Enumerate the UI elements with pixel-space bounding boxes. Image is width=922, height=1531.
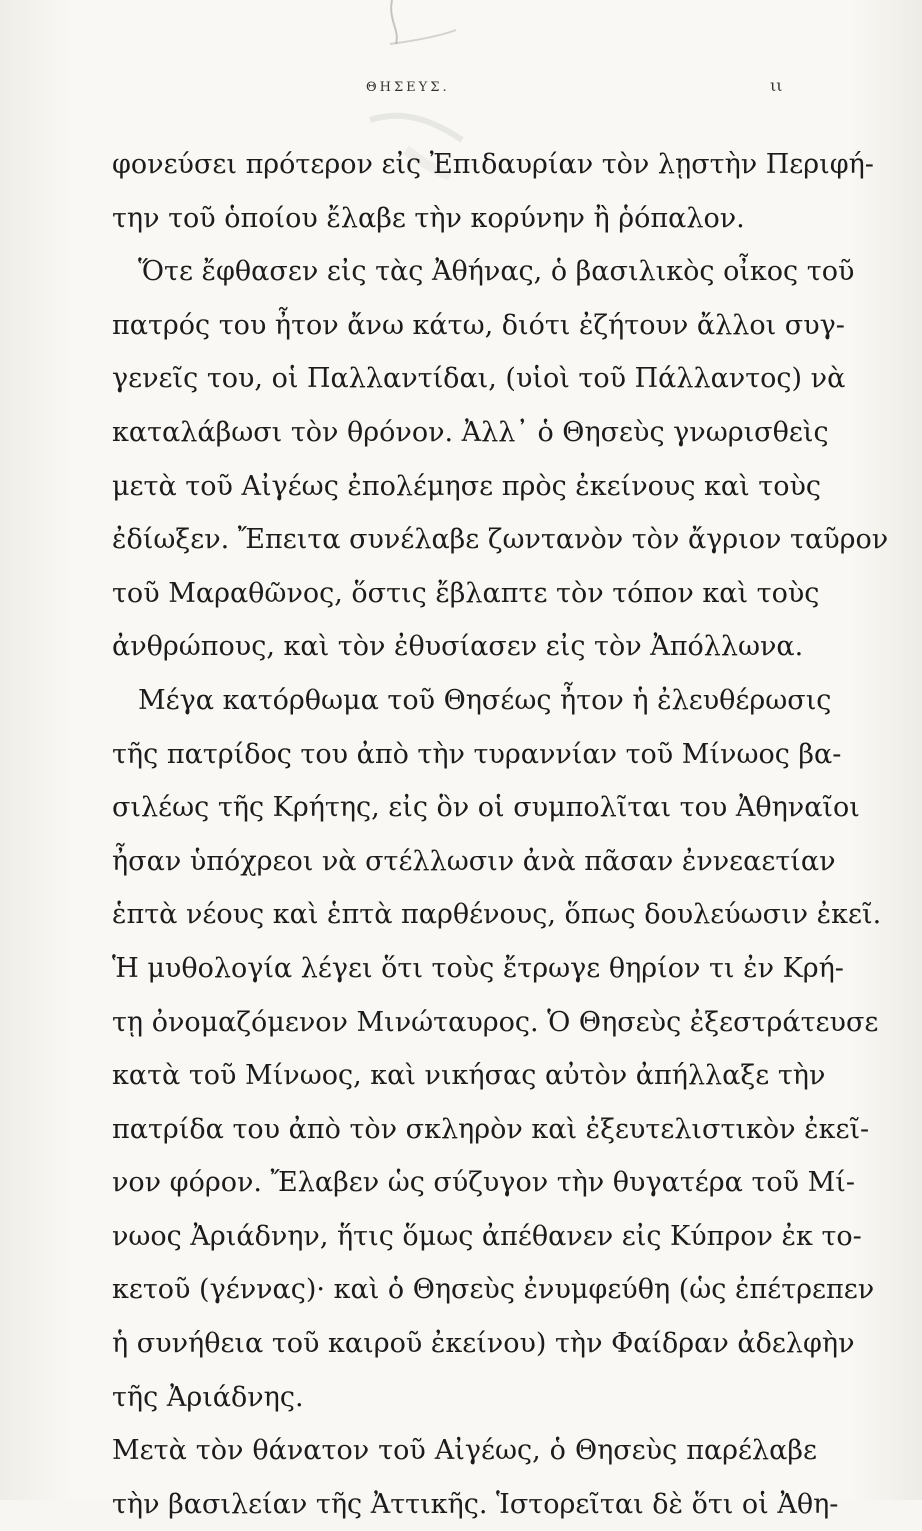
page-number: ιι: [770, 76, 783, 95]
text-line: φονεύσει πρότερον εἰς Ἐπιδαυρίαν τὸν λῃστὴν Περιφή-: [112, 149, 874, 180]
text-line: Ὅτε ἔφθασεν εἰς τὰς Ἀθήνας, ὁ βασιλικὸς οἶκος τοῦ: [138, 256, 855, 288]
text-line: τῆς Ἀριάδνης.: [112, 1381, 304, 1413]
text-line: Ἡ μυθολογία λέγει ὅτι τοὺς ἔτρωγε θηρίον τι ἐν Κρή-: [112, 952, 844, 984]
body-text: [112, 138, 889, 1531]
text-line: ἦσαν ὑπόχρεοι νὰ στέλλωσιν ἀνὰ πᾶσαν ἐννεαετίαν: [112, 845, 836, 877]
text-line: κατὰ τοῦ Μίνωος, καὶ νικήσας αὐτὸν ἀπήλλαξε τὴν: [112, 1060, 826, 1092]
text-line: τῃ ὀνομαζόμενον Μινώταυρος. Ὁ Θησεὺς ἐξεστράτευσε: [112, 1006, 879, 1038]
text-line: γενεῖς του, οἱ Παλλαντίδαι, (υἱοὶ τοῦ Πάλλαντος) νὰ: [112, 363, 846, 395]
text-line: καταλάβωσι τὸν θρόνον. Ἀλλ᾽ ὁ Θησεὺς γνωρισθεὶς: [112, 416, 829, 448]
text-line: σιλέως τῆς Κρήτης, εἰς ὃν οἱ συμπολῖται του Ἀθηναῖοι: [112, 792, 860, 824]
text-line: νον φόρον. Ἔλαβεν ὡς σύζυγον τὴν θυγατέρα τοῦ Μί-: [112, 1167, 856, 1199]
text-line: μετὰ τοῦ Αἰγέως ἐπολέμησε πρὸς ἐκείνους καὶ τοὺς: [112, 470, 822, 502]
running-title: ΘΗΣΕΥΣ.: [366, 80, 450, 95]
text-line: ἡ συνήθεια τοῦ καιροῦ ἐκείνου) τὴν Φαίδραν ἀδελφὴν: [112, 1328, 855, 1360]
text-line: Μετὰ τὸν θάνατον τοῦ Αἰγέως, ὁ Θησεὺς παρέλαβε: [112, 1435, 817, 1467]
text-line: ἑπτὰ νέους καὶ ἑπτὰ παρθένους, ὅπως δουλεύωσιν ἐκεῖ.: [112, 899, 882, 931]
page-header: [0, 76, 922, 104]
text-line: πατρός του ἦτον ἄνω κάτω, διότι ἐζήτουν ἄλλοι συγ-: [112, 309, 845, 341]
text-line: ἀνθρώπους, καὶ τὸν ἐθυσίασεν εἰς τὸν Ἀπόλλωνα.: [112, 631, 804, 663]
text-line: την τοῦ ὁποίου ἔλαβε τὴν κορύνην ἢ ῥόπαλον.: [112, 202, 745, 234]
text-line: Μέγα κατόρθωμα τοῦ Θησέως ἦτον ἡ ἐλευθέρωσις: [138, 684, 832, 716]
text-line: τῆς πατρίδος του ἀπὸ τὴν τυραννίαν τοῦ Μίνωος βα-: [112, 738, 842, 770]
text-line: πατρίδα του ἀπὸ τὸν σκληρὸν καὶ ἐξευτελιστικὸν ἐκεῖ-: [112, 1113, 870, 1145]
text-line: νωος Ἀριάδνην, ἥτις ὅμως ἀπέθανεν εἰς Κύπρον ἐκ το-: [112, 1220, 862, 1252]
text-line: τοῦ Μαραθῶνος, ὅστις ἔβλαπτε τὸν τόπον καὶ τοὺς: [112, 577, 820, 609]
text-line: ἐδίωξεν. Ἔπειτα συνέλαβε ζωντανὸν τὸν ἄγριον ταῦρον: [112, 524, 889, 556]
text-line: κετοῦ (γέννας)· καὶ ὁ Θησεὺς ἐνυμφεύθη (ὡς ἐπέτρεπεν: [112, 1274, 875, 1306]
text-line: τὴν βασιλείαν τῆς Ἀττικῆς. Ἱστορεῖται δὲ ὅτι οἱ Ἀθη-: [112, 1488, 839, 1520]
